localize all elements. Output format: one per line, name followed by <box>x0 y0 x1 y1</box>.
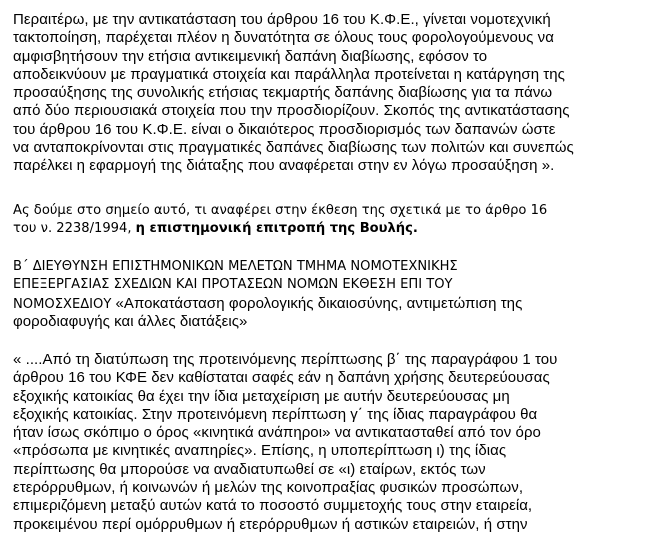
text-line: από δύο περιουσιακά στοιχεία που την προσδιορίζουν. Σκοπός της αντικατάστασης <box>13 102 570 120</box>
text-line: παρέλκει η εφαρμογή της διάταξης που αναφέρεται στην εν λόγω προσαύξηση ». <box>13 157 555 175</box>
text-line: ήταν ίσως σκόπιμο ο όρος «κινητικά ανάπηροι» να αντικατασταθεί από τον όρο <box>13 424 541 442</box>
text-line: εξοχικής κατοικίας. Στην προτεινόμενη περίπτωση γ΄ της ίδιας παραγράφου θα <box>13 405 538 423</box>
text-line: αμφισβητήσουν την ετήσια αντικειμενική δαπάνη διαβίωσης, εφόσον το <box>13 47 488 65</box>
text-line: αποδεικνύουν με πραγματικά στοιχεία και παράλληλα προτείνεται η κατάργηση της <box>13 65 565 83</box>
text-line: προσαύξησης της συνολικής ετήσιας τεκμαρτής δαπάνης διαβίωσης για τα πάνω <box>13 84 553 102</box>
text-line: περίπτωσης θα μπορούσε να αναδιατυπωθεί σε «ι) εταίρων, εκτός των <box>13 460 486 478</box>
text-line <box>13 295 653 313</box>
text-line: ΕΠΕΞΕΡΓΑΣΙΑΣ ΣΧΕΔΙΩΝ ΚΑΙ ΠΡΟΤΑΣΕΩΝ ΝΟΜΩΝ ΕΚΘΕΣΗ ΕΠΙ ΤΟΥ <box>13 277 453 293</box>
text-line: να ανταποκρίνονται στις πραγματικές δαπάνες διαβίωσης των πολιτών και συνεπώς <box>13 139 574 157</box>
text-line: «πρόσωπα με κινητικές αναπηρίες». Επίσης, η υποπερίπτωση ι) της ίδιας <box>13 442 507 460</box>
text-line: Ας δούμε στο σημείο αυτό, τι αναφέρει στην έκθεση της σχετικά με το άρθρο 16 <box>13 203 548 218</box>
text-bill-title: «Αποκατάσταση φορολογικής δικαιοσύνης, αντιμετώπιση της <box>115 294 523 312</box>
text-line: φοροδιαφυγής και άλλες διατάξεις» <box>13 312 248 330</box>
text-line: Β΄ ΔΙΕΥΘΥΝΣΗ ΕΠΙΣΤΗΜΟΝΙΚΩΝ ΜΕΛΕΤΩΝ ΤΜΗΜΑ ΝΟΜΟΤΕΧΝΙΚΗΣ <box>13 259 458 274</box>
text-line: Περαιτέρω, με την αντικατάσταση του άρθρου 16 του Κ.Φ.Ε., γίνεται νομοτεχνική <box>13 11 551 28</box>
text-line: εξοχικής κατοικίας θα έχει την ίδια μεταχείριση με αυτήν δευτερεύουσας μη <box>13 387 510 405</box>
text-line: του άρθρου 16 του Κ.Φ.Ε. είναι ο δικαιότερος προσδιορισμός των δαπανών ώστε <box>13 120 556 138</box>
text-line: επιμεριζόμενη μεταξύ αυτών κατά το ποσοστό συμμετοχής τους στην εταιρεία, <box>13 497 533 515</box>
paragraph-committee-reference <box>13 202 653 239</box>
text-line: « ....Από τη διατύπωση της προτεινόμενης περίπτωσης β΄ της παραγράφου 1 του <box>13 351 558 368</box>
text-line: ετερόρρυθμων, ή κοινωνών ή μελών της κοινοπραξίας φυσικών προσώπων, <box>13 479 524 497</box>
text-bold-committee: η επιστημονική επιτροπή της Βουλής. <box>135 221 418 237</box>
paragraph-report-heading <box>13 258 653 331</box>
text-line: προκειμένου περί ομόρρυθμων ή ετερόρρυθμων ή αστικών εταιρειών, ή στην <box>13 515 528 533</box>
text-line <box>13 220 653 238</box>
paragraph-intro <box>13 11 653 176</box>
text-line: άρθρου 16 του ΚΦΕ δεν καθίσταται σαφές εάν η δαπάνη χρήσης δευτερεύουσας <box>13 369 550 387</box>
text-line: τακτοποίηση, παρέχεται πλέον η δυνατότητα σε όλους τους φορολογούμενους να <box>13 29 554 47</box>
text-regular: του ν. 2238/1994, <box>13 221 136 237</box>
paragraph-report-quote <box>13 351 653 533</box>
text-caps: ΝΟΜΟΣΧΕΔΙΟΥ <box>13 296 116 312</box>
